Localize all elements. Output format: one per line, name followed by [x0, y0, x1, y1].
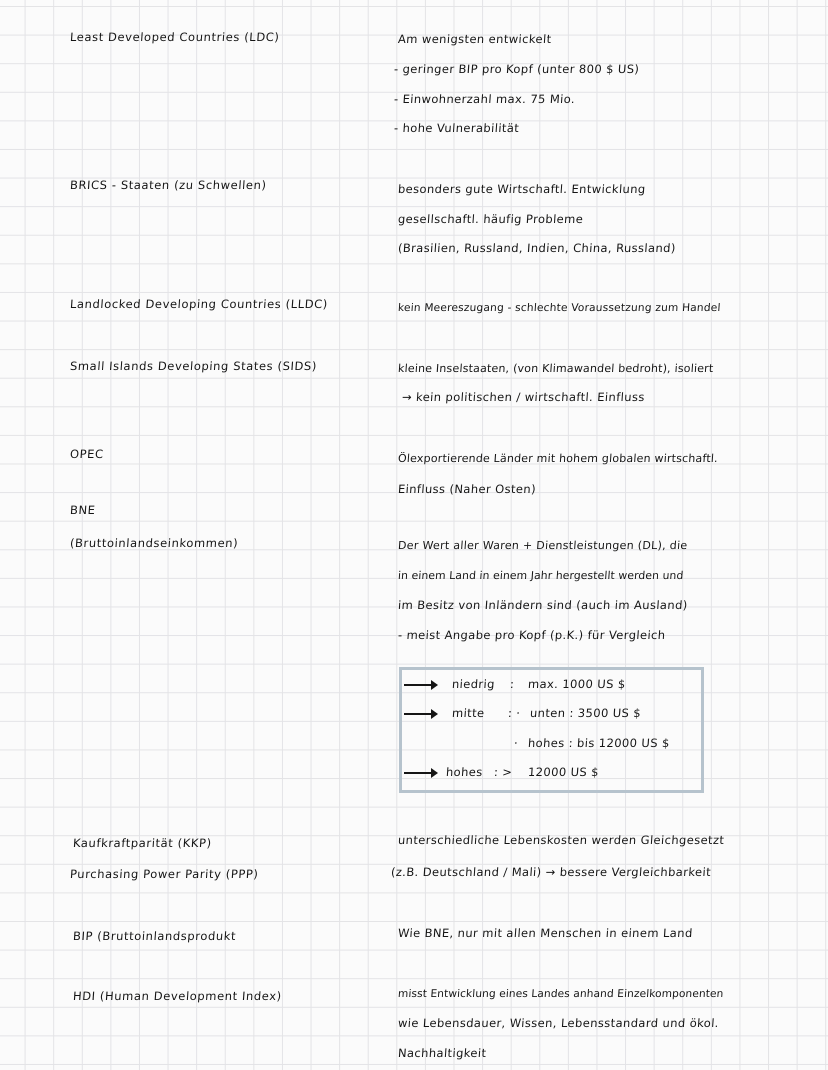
term-bip: BIP (Bruttoinlandsprodukt: [72, 929, 237, 943]
term-kkp: Kaufkraftparität (KKP): [72, 836, 213, 850]
income-value: hohes : bis 12000 US $: [527, 736, 671, 750]
income-value: max. 1000 US $: [527, 677, 627, 691]
term-ppp: Purchasing Power Parity (PPP): [69, 867, 260, 881]
bne-line: - meist Angabe pro Kopf (p.K.) für Vergleich: [397, 628, 666, 642]
bne-line: im Besitz von Inländern sind (auch im Ausland): [397, 598, 689, 612]
brics-line: gesellschaftl. häufig Probleme: [397, 212, 584, 226]
lldc-line: kein Meereszugang - schlechte Voraussetzung zum Handel: [397, 302, 722, 314]
ldc-line: - Einwohnerzahl max. 75 Mio.: [393, 92, 576, 106]
income-separator: : >: [493, 765, 513, 779]
opec-line: Einfluss (Naher Osten): [397, 482, 537, 496]
term-brics: BRICS - Staaten (zu Schwellen): [69, 178, 268, 192]
brics-line: besonders gute Wirtschaftl. Entwicklung: [397, 182, 647, 196]
term-ldc: Least Developed Countries (LDC): [69, 30, 281, 44]
hdi-line: misst Entwicklung eines Landes anhand Einzelkomponenten: [397, 988, 724, 1000]
income-separator: : ·: [507, 706, 521, 720]
kkp-line: unterschiedliche Lebenskosten werden Gleichgesetzt: [397, 833, 725, 847]
income-separator: ·: [513, 736, 519, 750]
sids-line: kleine Inselstaaten, (von Klimawandel bedroht), isoliert: [397, 362, 714, 375]
arrow-right-icon: [404, 684, 434, 686]
brics-line: (Brasilien, Russland, Indien, China, Russland): [397, 241, 677, 255]
term-sids: Small Islands Developing States (SIDS): [69, 359, 318, 373]
term-lldc: Landlocked Developing Countries (LLDC): [69, 297, 329, 311]
arrow-right-icon: [404, 713, 434, 715]
hdi-line: wie Lebensdauer, Wissen, Lebensstandard und ökol.: [397, 1016, 720, 1030]
sids-line: → kein politischen / wirtschaftl. Einfluss: [401, 390, 646, 404]
income-value: unten : 3500 US $: [529, 706, 642, 720]
bne-line: Der Wert aller Waren + Dienstleistungen (DL), die: [397, 539, 688, 552]
ldc-line: - geringer BIP pro Kopf (unter 800 $ US): [393, 62, 640, 76]
ldc-line: Am wenigsten entwickelt: [397, 32, 553, 46]
term-hdi: HDI (Human Development Index): [72, 989, 283, 1003]
kkp-line: (z.B. Deutschland / Mali) → bessere Vergleichbarkeit: [390, 865, 712, 879]
income-value: 12000 US $: [527, 765, 600, 779]
term-bne: BNE: [69, 503, 97, 517]
income-label: hohes: [445, 765, 484, 779]
bne-line: in einem Land in einem Jahr hergestellt werden und: [397, 569, 684, 582]
opec-line: Ölexportierende Länder mit hohem globalen wirtschaftl.: [397, 452, 719, 465]
term-opec: OPEC: [69, 447, 105, 461]
income-separator: :: [509, 677, 515, 691]
income-label: mitte: [451, 706, 485, 720]
hdi-line: Nachhaltigkeit: [397, 1046, 487, 1060]
term-bne-full: (Bruttoinlandseinkommen): [69, 536, 239, 550]
income-label: niedrig: [451, 677, 496, 691]
ldc-line: - hohe Vulnerabilität: [393, 121, 520, 135]
bip-line: Wie BNE, nur mit allen Menschen in einem Land: [397, 926, 694, 940]
arrow-right-icon: [404, 772, 434, 774]
